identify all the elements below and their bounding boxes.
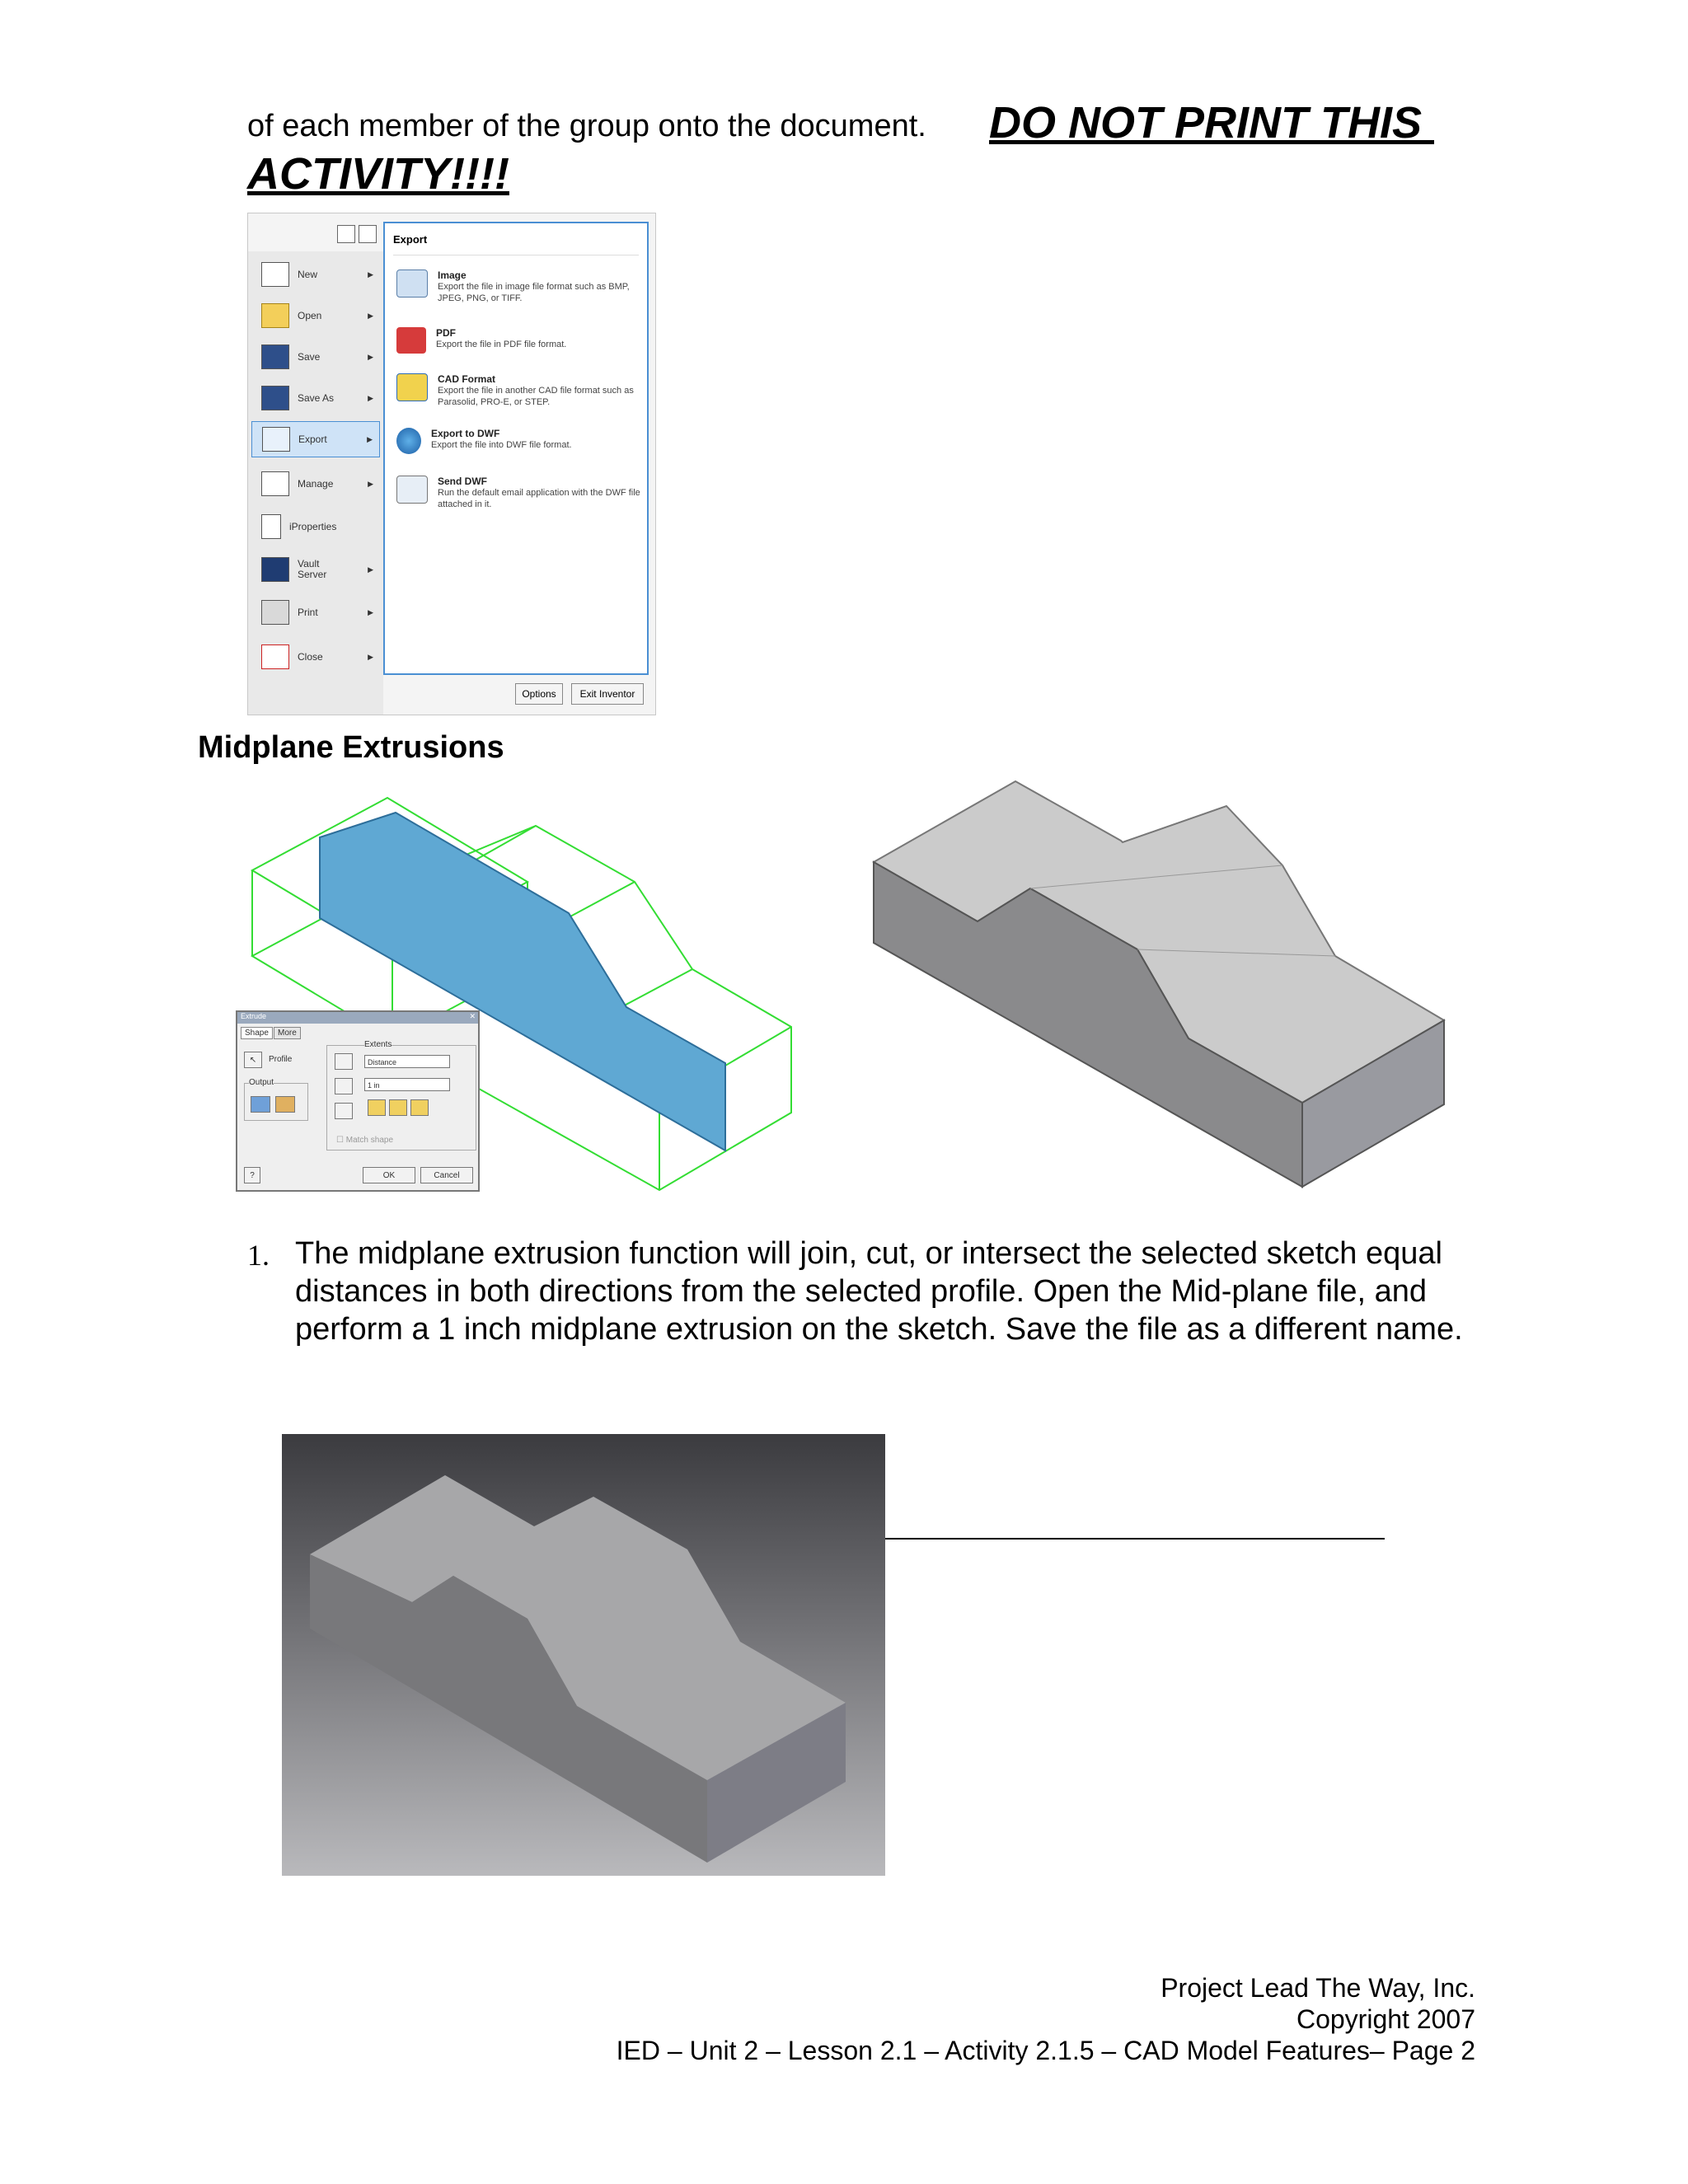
section-heading: Midplane Extrusions [198,730,504,765]
export-panel-title: Export [393,233,428,246]
export-arrow-icon [262,427,290,452]
profile-label: Profile [269,1055,293,1064]
profile-select-button[interactable] [244,1052,262,1068]
extents-label: Extents [364,1040,392,1049]
floppy-icon [261,344,289,369]
direction-1-button[interactable] [368,1099,386,1116]
menu-item-print[interactable]: Print ▶ [251,594,380,630]
submenu-arrow-icon: ▶ [368,311,373,320]
options-button[interactable]: Options [515,683,563,705]
footer-course-info: IED – Unit 2 – Lesson 2.1 – Activity 2.1.5 – CAD Model Features– Page 2 [616,2036,1475,2065]
menu-item-new[interactable]: New ▶ [251,256,380,293]
footer-organization: Project Lead The Way, Inc. [1160,1973,1475,2003]
submenu-arrow-icon: ▶ [368,652,373,661]
rendered-model-image [282,1434,885,1876]
iproperties-icon [261,514,281,539]
new-doc-icon[interactable] [337,225,355,243]
menu-item-open[interactable]: Open ▶ [251,298,380,334]
extrude-dialog [236,1010,480,1192]
step-instructions: The midplane extrusion function will join, cut, or intersect the selected sketch equal distances in both directions from the selected profile. Open the Mid-plane file, and perform a 1 inch midplane extrusion on the sketch. Save the file as a different name. [295,1236,1463,1347]
menu-sidebar [248,251,383,715]
direction-2-button[interactable] [389,1099,407,1116]
close-icon[interactable]: ✕ [469,1012,476,1020]
globe-icon [396,428,421,454]
cad-format-icon [396,373,428,401]
submenu-arrow-icon: ▶ [367,434,373,443]
cursor-icon: ↖ [249,1055,257,1065]
step-number: 1. [247,1239,270,1272]
footer-copyright: Copyright 2007 [1296,2004,1475,2034]
close-file-icon [261,644,289,669]
vault-icon [261,557,289,582]
printer-icon [261,600,289,625]
warning-text-line2: ACTIVITY!!!! [247,149,509,199]
intro-text: of each member of the group onto the document. [247,109,926,143]
export-option-image[interactable]: Image Export the file in image file format such as BMP, JPEG, PNG, or TIFF. [396,269,644,304]
tab-shape[interactable]: Shape [241,1027,273,1039]
menu-item-iproperties[interactable]: iProperties [251,509,380,545]
answer-line [885,1538,1385,1540]
menu-top-icons [337,225,377,243]
menu-item-manage[interactable]: Manage ▶ [251,466,380,502]
ok-button[interactable]: OK [363,1167,415,1183]
rendered-solid [282,1434,885,1876]
menu-item-export[interactable]: Export ▶ [251,421,380,457]
submenu-arrow-icon: ▶ [368,393,373,402]
menu-item-save[interactable]: Save ▶ [251,339,380,375]
manage-icon [261,471,289,496]
help-icon[interactable]: ? [244,1167,260,1183]
image-export-icon [396,269,428,298]
exit-inventor-button[interactable]: Exit Inventor [571,683,644,705]
submenu-arrow-icon: ▶ [368,565,373,574]
export-option-dwf[interactable]: Export to DWF Export the file into DWF file format. [396,428,644,454]
menu-item-vault-server[interactable]: Vault Server ▶ [251,551,380,588]
submenu-arrow-icon: ▶ [368,352,373,361]
surface-output-button[interactable] [275,1096,295,1113]
export-option-cad-format[interactable]: CAD Format Export the file in another CAD file format such as Parasolid, PRO-E, or STEP. [396,373,644,408]
cancel-button[interactable]: Cancel [420,1167,473,1183]
menu-item-close[interactable]: Close ▶ [251,639,380,675]
export-option-send-dwf[interactable]: Send DWF Run the default email application with the DWF file attached in it. [396,476,644,510]
save-as-icon [261,386,289,410]
warning-text-line1: DO NOT PRINT THIS [989,98,1434,148]
submenu-arrow-icon: ▶ [368,269,373,279]
midplane-solid-figure [865,775,1459,1203]
tab-more[interactable]: More [274,1027,301,1039]
output-label: Output [249,1078,274,1087]
folder-icon [261,303,289,328]
export-submenu-panel [383,222,649,675]
menu-item-save-as[interactable]: Save As ▶ [251,380,380,416]
match-shape-checkbox-label[interactable]: ☐ Match shape [336,1136,394,1145]
submenu-arrow-icon: ▶ [368,479,373,488]
dialog-titlebar: Extrude ✕ [237,1012,478,1024]
new-file-icon [261,262,289,287]
send-dwf-icon [396,476,428,504]
export-menu-screenshot [247,213,656,715]
submenu-arrow-icon: ▶ [368,607,373,616]
extents-select[interactable]: Distance [364,1055,450,1068]
export-option-pdf[interactable]: PDF Export the file in PDF file format. [396,327,644,354]
distance-input[interactable]: 1 in [364,1078,450,1091]
solid-output-button[interactable] [251,1096,270,1113]
pdf-icon [396,327,426,354]
open-doc-icon[interactable] [359,225,377,243]
midplane-direction-button[interactable] [410,1099,429,1116]
